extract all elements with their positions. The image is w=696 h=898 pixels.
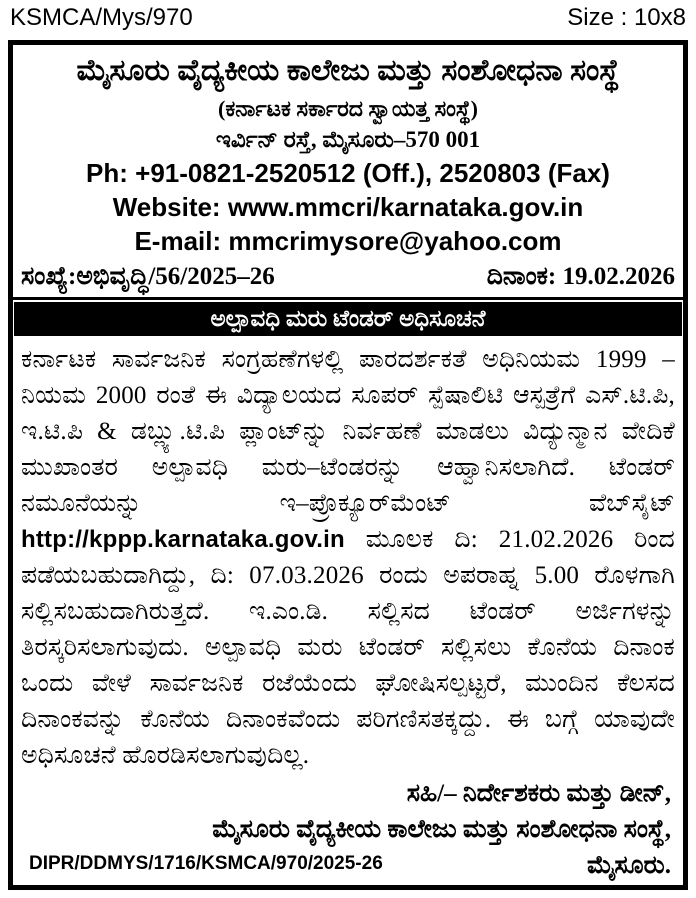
signature-place: ಮೈಸೂರು.	[586, 852, 671, 879]
reference-number: ಸಂಖ್ಯೆ:ಅಭಿವೃದ್ಧಿ/56/2025–26	[21, 263, 275, 290]
website-line: Website: www.mmcri/karnataka.gov.in	[112, 192, 584, 222]
advert-ref-code: KSMCA/Mys/970	[10, 4, 193, 31]
signature-designation: ಸಹಿ/– ನಿರ್ದೇಶಕರು ಮತ್ತು ಡೀನ್,	[406, 780, 671, 807]
reference-date-row	[13, 258, 683, 297]
notice-date: ದಿನಾಂಕ: 19.02.2026	[486, 263, 675, 290]
procurement-url: http://kppp.karnataka.gov.in	[21, 526, 345, 553]
body-text-after-url: ಮೂಲಕ ದಿ: 21.02.2026 ರಿಂದ ಪಡೆಯಬಹುದಾಗಿದ್ದು, ದಿ: 07.03.2026 ರಂದು ಅಪರಾಹ್ನ 5.00 ರೊಳಗಾಗಿ ಸಲ್ಲಿಸಬಹುದಾಗಿರುತ್ತದೆ. ಇ.ಎಂ.ಡಿ. ಸಲ್ಲಿಸದ ಟೆಂಡರ್ ಅರ್ಜಿಗಳನ್ನು ತಿರಸ್ಕರಿಸಲಾಗುವುದು. ಅಲ್ಪಾವಧಿ ಮರು ಟೆಂಡರ್ ಸಲ್ಲಿಸಲು ಕೊನೆಯ ದಿನಾಂಕ ಒಂದು ವೇಳೆ ಸಾರ್ವಜನಿಕ ರಜೆಯೆಂದು ಘೋಷಿಸಲ್ಪಟ್ಟರೆ, ಮುಂದಿನ ಕೆಲಸದ ದಿನಾಂಕವನ್ನು ಕೊನೆಯ ದಿನಾಂಕವೆಂದು ಪರಿಗಣಿಸತಕ್ಕದ್ದು. ಈ ಬಗ್ಗೆ ಯಾವುದೇ ಅಧಿಸೂಚನೆ ಹೊರಡಿಸಲಾಗುವುದಿಲ್ಲ.	[21, 526, 675, 769]
notice-title-bar: ಅಲ್ಪಾವಧಿ ಮರು ಟೆಂಡರ್ ಅಧಿಸೂಚನೆ	[14, 302, 682, 336]
body-text-before-url: ಕರ್ನಾಟಕ ಸಾರ್ವಜನಿಕ ಸಂಗ್ರಹಣೆಗಳಲ್ಲಿ ಪಾರದರ್ಶಕತೆ ಅಧಿನಿಯಮ 1999 – ನಿಯಮ 2000 ರಂತೆ ಈ ವಿದ್ಯಾಲಯದ ಸೂಪರ್ ಸ್ಪೆಷಾಲಿಟಿ ಆಸ್ಪತ್ರೆಗೆ ಎಸ್.ಟಿ.ಪಿ, ಇ.ಟಿ.ಪಿ & ಡಬ್ಲ್ಯು.ಟಿ.ಪಿ ಪ್ಲಾಂಟ್‌ನ್ನು ನಿರ್ವಹಣೆ ಮಾಡಲು ವಿದ್ಯುನ್ಮಾನ ವೇದಿಕೆ ಮುಖಾಂತರ ಅಲ್ಪಾವಧಿ ಮರು–ಟೆಂಡರನ್ನು ಆಹ್ವಾನಿಸಲಾಗಿದೆ. ಟೆಂಡರ್ ನಮೂನೆಯನ್ನು ಇ–ಪ್ರೊಕ್ಯೂರ್‌ಮೆಂಟ್ ವೆಬ್‌ಸೈಟ್	[21, 346, 675, 517]
notice-body	[13, 338, 683, 774]
letterhead	[13, 45, 683, 300]
dipr-approval-code: DIPR/DDMYS/1716/KSMCA/970/2025-26	[29, 853, 383, 874]
organisation-name: ಮೈಸೂರು ವೈದ್ಯಕೀಯ ಕಾಲೇಜು ಮತ್ತು ಸಂಶೋಧನಾ ಸಂಸ್ಥೆ	[76, 54, 620, 87]
phone-line: Ph: +91-0821-2520512 (Off.), 2520803 (Fax)	[86, 158, 610, 188]
signature-organisation: ಮೈಸೂರು ವೈದ್ಯಕೀಯ ಕಾಲೇಜು ಮತ್ತು ಸಂಶೋಧನಾ ಸಂಸ್ಥೆ,	[212, 816, 671, 843]
notice-box	[8, 40, 688, 890]
email-line: E-mail: mmcrimysore@yahoo.com	[134, 226, 562, 256]
organisation-subtitle: (ಕರ್ನಾಟಕ ಸರ್ಕಾರದ ಸ್ವಾಯತ್ತ ಸಂಸ್ಥೆ)	[218, 96, 478, 121]
advert-size-label: Size : 10x8	[567, 4, 686, 31]
organisation-address: ಇರ್ವಿನ್ ರಸ್ತೆ, ಮೈಸೂರು–570 001	[215, 127, 481, 152]
top-meta-row	[0, 0, 696, 33]
